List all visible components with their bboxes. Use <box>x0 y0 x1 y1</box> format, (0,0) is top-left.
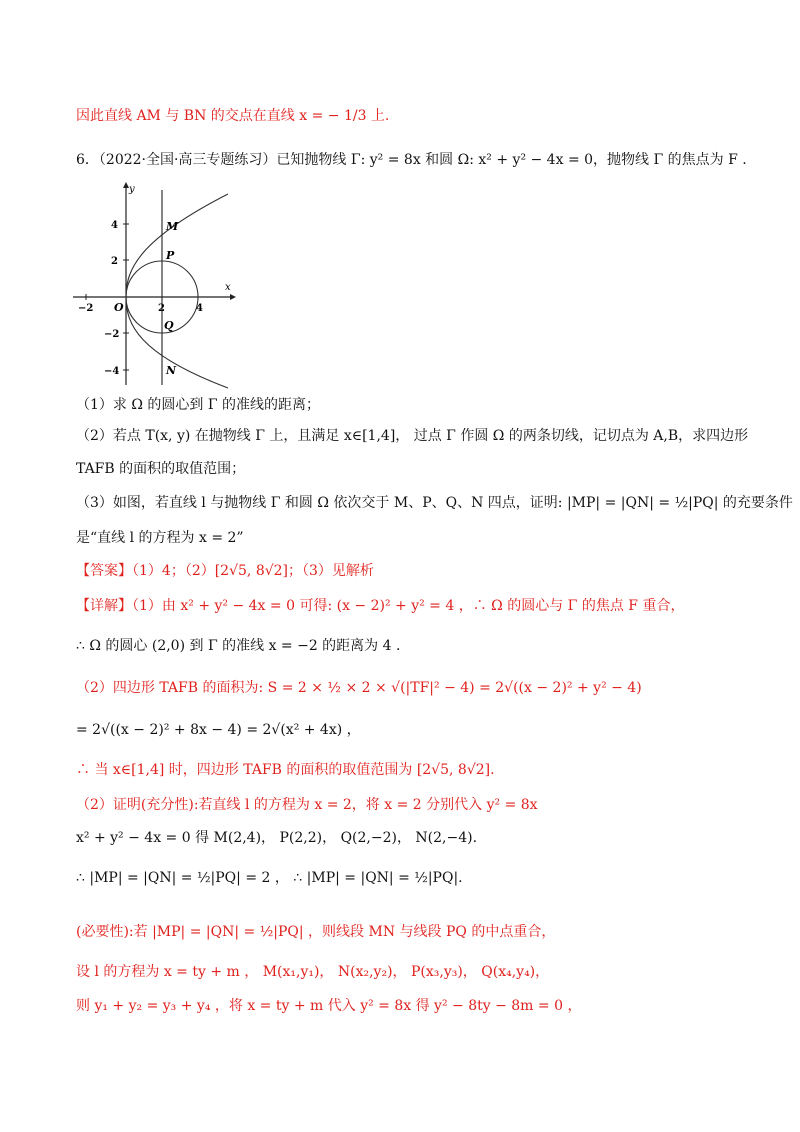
origin-label: O <box>114 301 124 314</box>
tick-x-2: 2 <box>158 303 165 314</box>
problem-6-statement: 6．（2022·全国·高三专题练习）已知抛物线 Γ: y² = 8x 和圆 Ω: x² + y² − 4x = 0，抛物线 Γ 的焦点为 F . <box>76 152 747 168</box>
tick-y-2: 2 <box>111 256 118 267</box>
answer-line: 【答案】（1）4；（2）[2√5, 8√2]；（3）见解析 <box>76 563 374 579</box>
conclusion-line: 因此直线 AM 与 BN 的交点在直线 x = − 1/3 上. <box>76 108 390 124</box>
tick-y-neg2: −2 <box>104 329 120 340</box>
question-1: （1）求 Ω 的圆心到 Γ 的准线的距离； <box>76 397 321 413</box>
solution-3-substitute: 则 y₁ + y₂ = y₃ + y₄ ，将 x = ty + m 代入 y² = 8x 得 y² − 8ty − 8m = 0 ， <box>76 998 582 1014</box>
solution-2-simplify: = 2√((x − 2)² + 8x − 4) = 2√(x² + 4x) ， <box>76 722 361 738</box>
solution-2-area: （2）四边形 TAFB 的面积为: S = 2 × ½ × 2 × √(|TF|² − 4) = 2√((x − 2)² + y² − 4) <box>76 680 642 696</box>
tick-x-4: 4 <box>196 303 203 314</box>
x-axis-arrow <box>230 294 236 300</box>
solution-3-necessity: (必要性):若 |MP| = |QN| = ½|PQ| ，则线段 MN 与线段 PQ 的中点重合， <box>76 924 556 940</box>
question-3: （3）如图，若直线 l 与抛物线 Γ 和圆 Ω 依次交于 M、P、Q、N 四点，证明: |MP| = |QN| = ½|PQ| 的充要条件 <box>76 495 793 511</box>
tick-y-neg4: −4 <box>104 366 120 377</box>
solution-2-range: ∴ 当 x∈[1,4] 时，四边形 TAFB 的面积的取值范围为 [2√5, 8√2]. <box>76 762 495 778</box>
parabola-circle-figure <box>68 180 238 390</box>
question-2-cont: TAFB 的面积的取值范围； <box>76 461 246 477</box>
point-M-label: M <box>166 220 179 233</box>
axis-y-label: y <box>129 184 135 195</box>
solution-3-setup: 设 l 的方程为 x = ty + m ， M(x₁,y₁)， N(x₂,y₂)， P(x₃,y₃)， Q(x₄,y₄)， <box>76 964 550 980</box>
solution-3-conclusion: ∴ |MP| = |QN| = ½|PQ| = 2 ， ∴ |MP| = |QN| = ½|PQ|. <box>76 870 463 886</box>
solution-1-result: ∴ Ω 的圆心 (2,0) 到 Γ 的准线 x = −2 的距离为 4 . <box>76 638 401 654</box>
tick-y-4: 4 <box>111 220 118 231</box>
question-2: （2）若点 T(x, y) 在抛物线 Γ 上，且满足 x∈[1,4]， 过点 Γ 作圆 Ω 的两条切线，记切点为 A,B，求四边形 <box>76 428 749 444</box>
question-3-cont: 是“直线 l 的方程为 x = 2” <box>76 530 244 546</box>
point-P-label: P <box>166 249 175 262</box>
parabola-upper <box>126 194 228 297</box>
tick-x-neg2: −2 <box>78 303 94 314</box>
solution-1: 【详解】（1）由 x² + y² − 4x = 0 可得: (x − 2)² + y² = 4 ，∴ Ω 的圆心与 Γ 的焦点 F 重合， <box>76 598 685 614</box>
solution-3-points: x² + y² − 4x = 0 得 M(2,4)， P(2,2)， Q(2,−2)， N(2,−4). <box>76 830 478 846</box>
parabola-lower <box>126 297 228 388</box>
point-N-label: N <box>166 364 177 377</box>
solution-3-sufficiency: （2）证明(充分性):若直线 l 的方程为 x = 2，将 x = 2 分别代入 y² = 8x <box>76 797 538 813</box>
axis-x-label: x <box>225 282 231 293</box>
point-Q-label: Q <box>164 319 174 332</box>
